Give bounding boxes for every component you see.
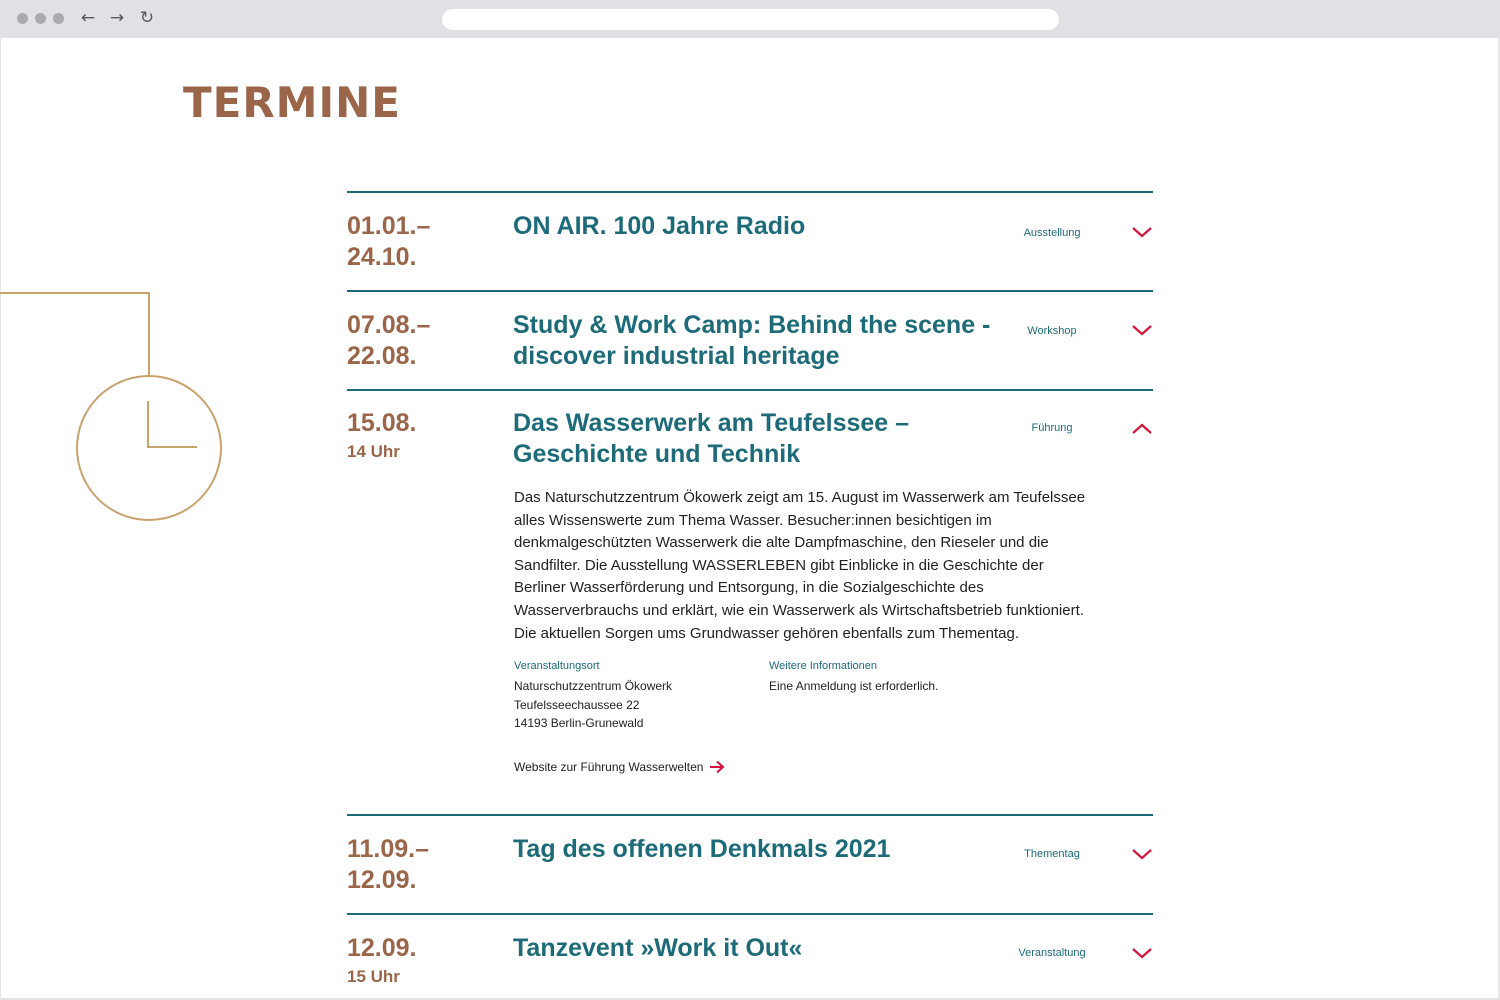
chevron-down-icon[interactable] [1131,845,1153,863]
window-close-dot[interactable] [17,13,28,24]
event-item[interactable] [347,193,1153,290]
event-item[interactable] [347,915,1153,995]
event-date-start: 11.09.– [347,835,430,863]
chevron-down-icon[interactable] [1131,223,1153,241]
event-item[interactable] [347,816,1153,913]
venue-line: Naturschutzzentrum Ökowerk [514,679,673,694]
reload-icon[interactable]: ↻ [139,8,155,28]
event-item-expanded[interactable] [347,391,1153,814]
event-date-start: 15.08. [347,409,417,437]
event-time: 14 Uhr [347,442,400,461]
decorative-line [148,292,150,376]
event-date [347,834,429,896]
event-date-start: 12.09. [347,934,417,962]
event-time: 15 Uhr [347,967,400,986]
event-title[interactable]: Das Wasserwerk am Teufelssee – Geschichte und Technik [513,409,910,468]
event-date-start: 07.08.– [347,311,431,339]
event-date [347,310,430,372]
event-category-badge: Thementag [1024,848,1080,860]
event-date-start: 01.01.– [347,212,431,240]
page-title: TERMINE [183,78,401,127]
event-date [347,211,430,273]
event-date [347,933,417,988]
chevron-up-icon[interactable] [1131,420,1153,438]
clock-hand-icon [147,446,197,448]
browser-toolbar [0,0,1500,38]
venue-label: Veranstaltungsort [514,660,600,673]
more-info-block [769,660,938,696]
event-title[interactable]: ON AIR. 100 Jahre Radio [513,212,806,240]
clock-hand-icon [147,401,149,448]
event-list [347,191,1153,995]
event-details [514,487,1094,774]
address-bar[interactable] [442,9,1059,30]
arrow-right-icon [709,760,725,774]
event-title[interactable]: Tag des offenen Denkmals 2021 [513,835,891,863]
event-item[interactable] [347,292,1153,389]
chevron-down-icon[interactable] [1131,321,1153,339]
decorative-line [0,292,150,294]
venue-block [514,660,672,733]
clock-icon [76,375,222,521]
event-category-badge: Veranstaltung [1018,947,1086,959]
website-link[interactable] [514,760,1094,774]
event-date-end: 12.09. [347,866,417,894]
forward-arrow-icon[interactable]: → [109,8,125,28]
event-date [347,408,417,463]
event-info [514,660,1094,760]
event-category-badge: Ausstellung [1023,227,1081,239]
window-maximize-dot[interactable] [53,13,64,24]
more-info-label: Weitere Informationen [769,660,878,673]
event-category-badge: Führung [1031,422,1073,434]
window-minimize-dot[interactable] [35,13,46,24]
event-date-end: 24.10. [347,243,417,271]
website-link-label: Website zur Führung Wasserwelten [514,760,704,775]
venue-line: Teufelsseechaussee 22 [514,697,640,712]
event-title[interactable]: Study & Work Camp: Behind the scene - discover industrial heritage [513,311,991,370]
event-date-end: 22.08. [347,342,417,370]
event-title[interactable]: Tanzevent »Work it Out« [513,934,803,962]
venue-line: 14193 Berlin-Grunewald [514,716,644,731]
back-arrow-icon[interactable]: ← [80,8,96,28]
more-info-text: Eine Anmeldung ist erforderlich. [769,679,939,694]
event-description: Das Naturschutzzentrum Ökowerk zeigt am 15. August im Wasserwerk am Teufelssee alles Wissenswerte zum Thema Wasser. Besucher:innen besichtigen im denkmalgeschützten Wasserwerk die alte Dampfmaschine, den Rieseler und die Sandfilter. Die Ausstellung WASSERLEBEN gibt Einblicke in die Geschichte der Berliner Wasserförderung und Entsorgung, in die Sozialgeschichte des Wasserverbrauchs und erklärt, wie ein Wasserwerk als Wirtschaftsbetrieb funktioniert. Die aktuellen Sorgen ums Grundwasser gehören ebenfalls zum Thementag. [514,489,1086,642]
event-category-badge: Workshop [1027,325,1077,337]
chevron-down-icon[interactable] [1131,944,1153,962]
